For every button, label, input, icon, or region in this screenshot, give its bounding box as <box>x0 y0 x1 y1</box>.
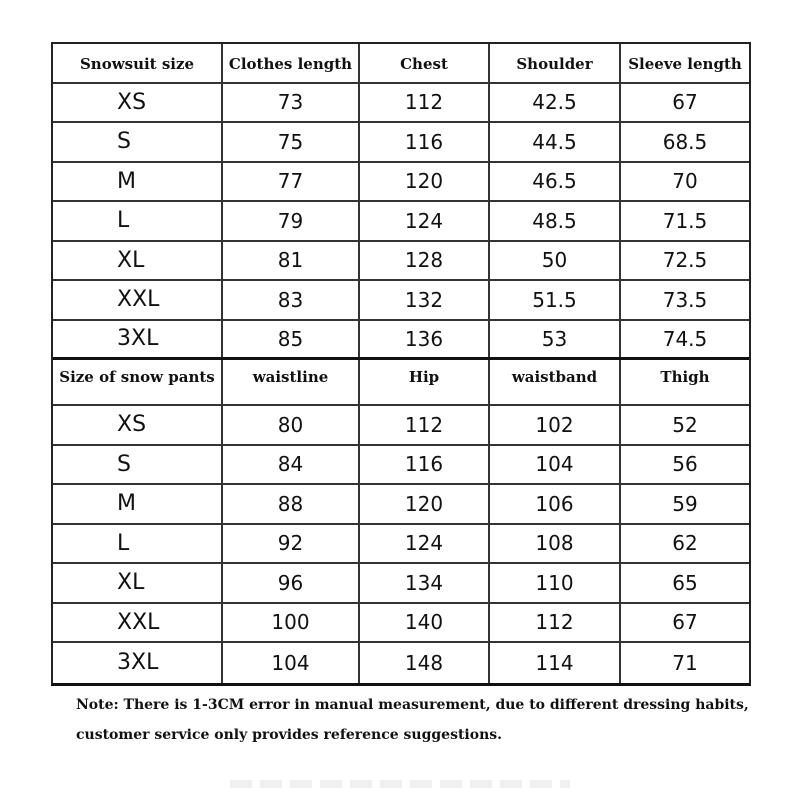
value-cell: 44.5 <box>490 123 621 161</box>
header-cell: Thigh <box>660 368 710 386</box>
value-cell: 114 <box>490 643 621 683</box>
pants-header-row <box>53 360 749 406</box>
value-cell: 73.5 <box>662 287 708 312</box>
value-cell: 100 <box>223 604 360 642</box>
table-row <box>53 281 749 321</box>
size-cell: S <box>53 446 223 484</box>
value-cell: 110 <box>490 564 621 602</box>
table-row <box>53 163 749 203</box>
value-cell: 62 <box>672 531 698 556</box>
value-cell: 72.5 <box>662 248 708 273</box>
header-cell: Sleeve length <box>628 55 742 73</box>
value-cell: 148 <box>360 643 490 683</box>
value-cell: 73 <box>223 84 360 122</box>
value-cell: 59 <box>672 491 698 516</box>
value-cell: 46.5 <box>490 163 621 201</box>
value-cell: 112 <box>360 406 490 444</box>
value-cell: 53 <box>490 321 621 358</box>
size-cell: XL <box>53 564 223 602</box>
table-row <box>53 485 749 525</box>
table-row <box>53 446 749 486</box>
table-row <box>53 202 749 242</box>
value-cell: 67 <box>672 610 698 635</box>
faded-watermark-strip <box>230 780 570 788</box>
value-cell: 128 <box>360 242 490 280</box>
measurement-note <box>76 690 766 750</box>
value-cell: 108 <box>490 525 621 563</box>
table-row <box>53 123 749 163</box>
value-cell: 52 <box>672 412 698 437</box>
size-cell: XXL <box>53 281 223 319</box>
size-cell: M <box>53 485 223 523</box>
value-cell: 136 <box>360 321 490 358</box>
value-cell: 112 <box>360 84 490 122</box>
header-cell: Size of snow pants <box>53 360 223 404</box>
value-cell: 70 <box>672 169 698 194</box>
table-row <box>53 84 749 124</box>
value-cell: 116 <box>360 446 490 484</box>
value-cell: 42.5 <box>490 84 621 122</box>
header-cell: Chest <box>360 44 490 82</box>
value-cell: 104 <box>223 643 360 683</box>
value-cell: 71 <box>672 650 698 675</box>
jacket-header-row <box>53 44 749 84</box>
size-cell: L <box>53 525 223 563</box>
value-cell: 68.5 <box>662 129 708 154</box>
value-cell: 56 <box>672 452 698 477</box>
size-cell: S <box>53 123 223 161</box>
size-cell: XL <box>53 242 223 280</box>
value-cell: 80 <box>223 406 360 444</box>
value-cell: 71.5 <box>662 208 708 233</box>
size-cell: 3XL <box>53 643 223 683</box>
value-cell: 77 <box>223 163 360 201</box>
value-cell: 124 <box>360 525 490 563</box>
size-cell: L <box>53 202 223 240</box>
table-row <box>53 242 749 282</box>
value-cell: 84 <box>223 446 360 484</box>
table-row <box>53 604 749 644</box>
size-cell: XS <box>53 406 223 444</box>
value-cell: 50 <box>490 242 621 280</box>
table-row <box>53 643 749 683</box>
size-chart-table <box>51 42 751 686</box>
value-cell: 120 <box>360 163 490 201</box>
value-cell: 120 <box>360 485 490 523</box>
value-cell: 75 <box>223 123 360 161</box>
value-cell: 83 <box>223 281 360 319</box>
value-cell: 81 <box>223 242 360 280</box>
value-cell: 140 <box>360 604 490 642</box>
value-cell: 116 <box>360 123 490 161</box>
value-cell: 48.5 <box>490 202 621 240</box>
value-cell: 102 <box>490 406 621 444</box>
size-cell: M <box>53 163 223 201</box>
value-cell: 92 <box>223 525 360 563</box>
header-cell: Snowsuit size <box>53 44 223 82</box>
header-cell: waistline <box>223 360 360 404</box>
table-row <box>53 564 749 604</box>
table-row <box>53 406 749 446</box>
value-cell: 96 <box>223 564 360 602</box>
value-cell: 104 <box>490 446 621 484</box>
header-cell: Clothes length <box>223 44 360 82</box>
value-cell: 65 <box>672 570 698 595</box>
table-row <box>53 525 749 565</box>
value-cell: 134 <box>360 564 490 602</box>
value-cell: 67 <box>672 90 698 115</box>
note-line: Note: There is 1-3CM error in manual measurement, due to different dressing habits, <box>76 697 749 713</box>
value-cell: 74.5 <box>662 326 708 351</box>
value-cell: 132 <box>360 281 490 319</box>
value-cell: 124 <box>360 202 490 240</box>
value-cell: 85 <box>223 321 360 358</box>
value-cell: 106 <box>490 485 621 523</box>
size-cell: XS <box>53 84 223 122</box>
header-cell: Shoulder <box>490 44 621 82</box>
value-cell: 88 <box>223 485 360 523</box>
header-cell: waistband <box>490 360 621 404</box>
header-cell: Hip <box>360 360 490 404</box>
table-row <box>53 321 749 361</box>
size-cell: 3XL <box>53 321 223 358</box>
note-line: customer service only provides reference suggestions. <box>76 727 503 743</box>
value-cell: 51.5 <box>490 281 621 319</box>
size-cell: XXL <box>53 604 223 642</box>
value-cell: 79 <box>223 202 360 240</box>
value-cell: 112 <box>490 604 621 642</box>
